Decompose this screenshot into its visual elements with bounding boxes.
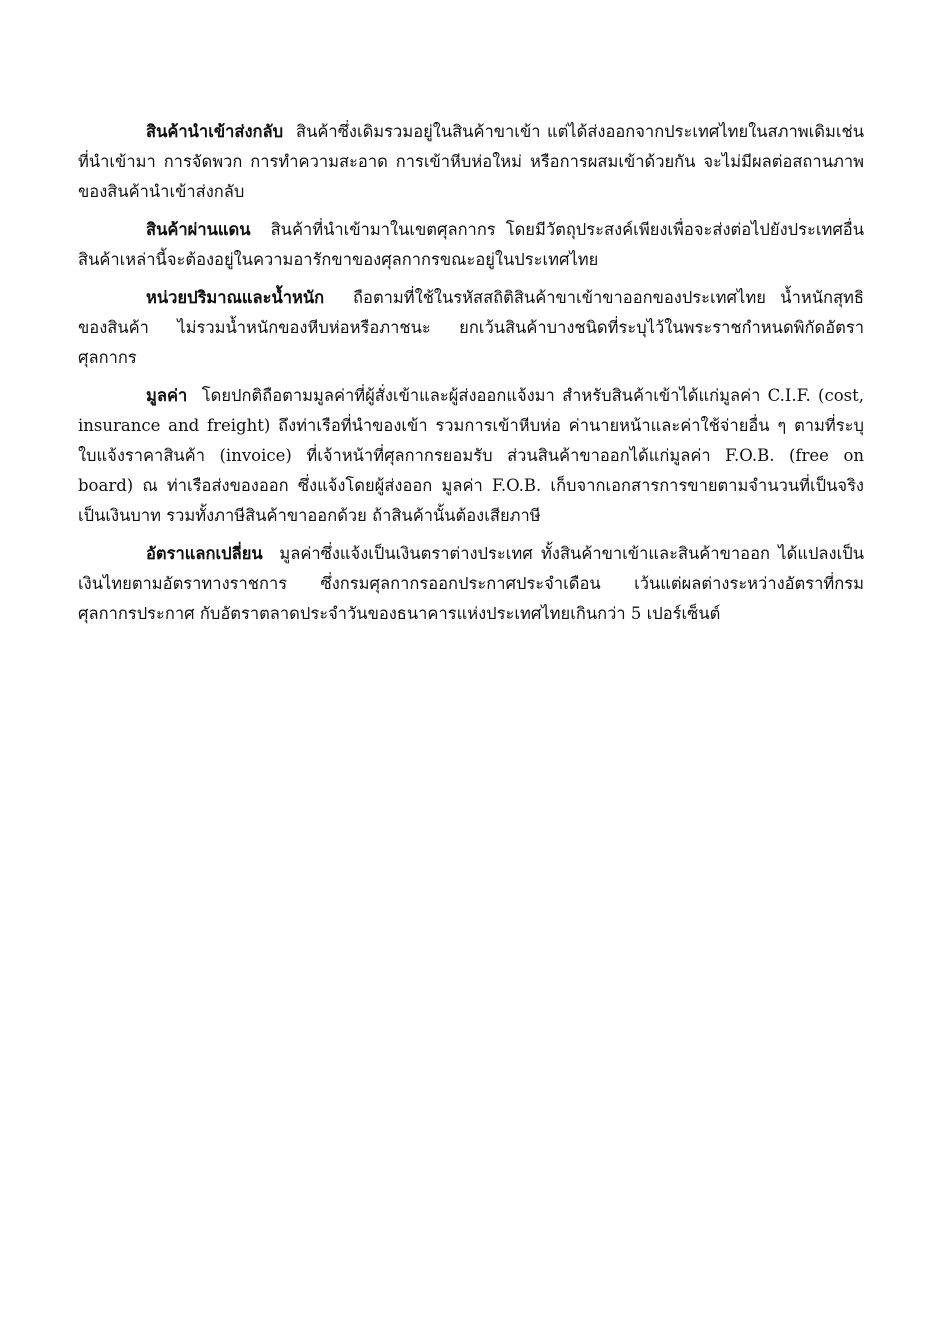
definition-exchange-rate: มูลค่าซึ่งแจ้งเป็นเงินตราต่างประเทศ ทั้งสินค้าขาเข้าและสินค้าขาออก ได้แปลงเป็นเงินไทยตามอัตราทางราชการ ซึ่งกรมศุลกากรออกประกาศประจำเดือน เว้นแต่ผลต่างระหว่างอัตราที่กรมศุลกากรประกาศ กับอัตราตลาดประจำวันของธนาคารแห่งประเทศไทยเกินกว่า 5 เปอร์เซ็นต์: [78, 544, 864, 623]
paragraph-value: [78, 381, 864, 531]
definition-value: โดยปกติถือตามมูลค่าที่ผู้สั่งเข้าและผู้ส่งออกแจ้งมา สำหรับสินค้าเข้าได้แก่มูลค่า C.I.F. (cost, insurance and freight) ถึงท่าเรือที่นำของเข้า รวมการเข้าหีบห่อ ค่านายหน้าและค่าใช้จ่ายอื่น ๆ ตามที่ระบุใบแจ้งราคาสินค้า (invoice) ที่เจ้าหน้าที่ศุลกากรยอมรับ ส่วนสินค้าขาออกได้แก่มูลค่า F.O.B. (free on board) ณ ท่าเรือส่งของออก ซึ่งแจ้งโดยผู้ส่งออก มูลค่า F.O.B. เก็บจากเอกสารการขายตามจำนวนที่เป็นจริงเป็นเงินบาท รวมทั้งภาษีสินค้าขาออกด้วย ถ้าสินค้านั้นต้องเสียภาษี: [78, 386, 864, 525]
paragraph-exchange-rate: [78, 539, 864, 629]
definition-units: ถือตามที่ใช้ในรหัสสถิติสินค้าขาเข้าขาออกของประเทศไทย น้ำหนักสุทธิของสินค้า ไม่รวมน้ำหนักของหีบห่อหรือภาชนะ ยกเว้นสินค้าบางชนิดที่ระบุไว้ในพระราชกำหนดพิกัดอัตราศุลกากร: [78, 288, 864, 367]
document-body: [78, 117, 864, 629]
definition-reexport: สินค้าซึ่งเดิมรวมอยู่ในสินค้าขาเข้า แต่ได้ส่งออกจากประเทศไทยในสภาพเดิมเช่นที่นำเข้ามา การจัดพวก การทำความสะอาด การเข้าหีบห่อใหม่ หรือการผสมเข้าด้วยกัน จะไม่มีผลต่อสถานภาพของสินค้านำเข้าส่งกลับ: [78, 122, 864, 201]
definition-transit: สินค้าที่นำเข้ามาในเขตศุลกากร โดยมีวัตถุประสงค์เพียงเพื่อจะส่งต่อไปยังประเทศอื่น สินค้าเหล่านี้จะต้องอยู่ในความอารักขาของศุลกากรขณะอยู่ในประเทศไทย: [78, 220, 864, 269]
term-exchange-rate: อัตราแลกเปลี่ยน: [146, 544, 263, 563]
paragraph-units: [78, 283, 864, 373]
term-units: หน่วยปริมาณและน้ำหนัก: [146, 288, 325, 307]
term-transit: สินค้าผ่านแดน: [146, 220, 251, 239]
paragraph-reexport: [78, 117, 864, 207]
term-value: มูลค่า: [146, 386, 188, 405]
term-reexport: สินค้านำเข้าส่งกลับ: [146, 122, 284, 141]
paragraph-transit: [78, 215, 864, 275]
